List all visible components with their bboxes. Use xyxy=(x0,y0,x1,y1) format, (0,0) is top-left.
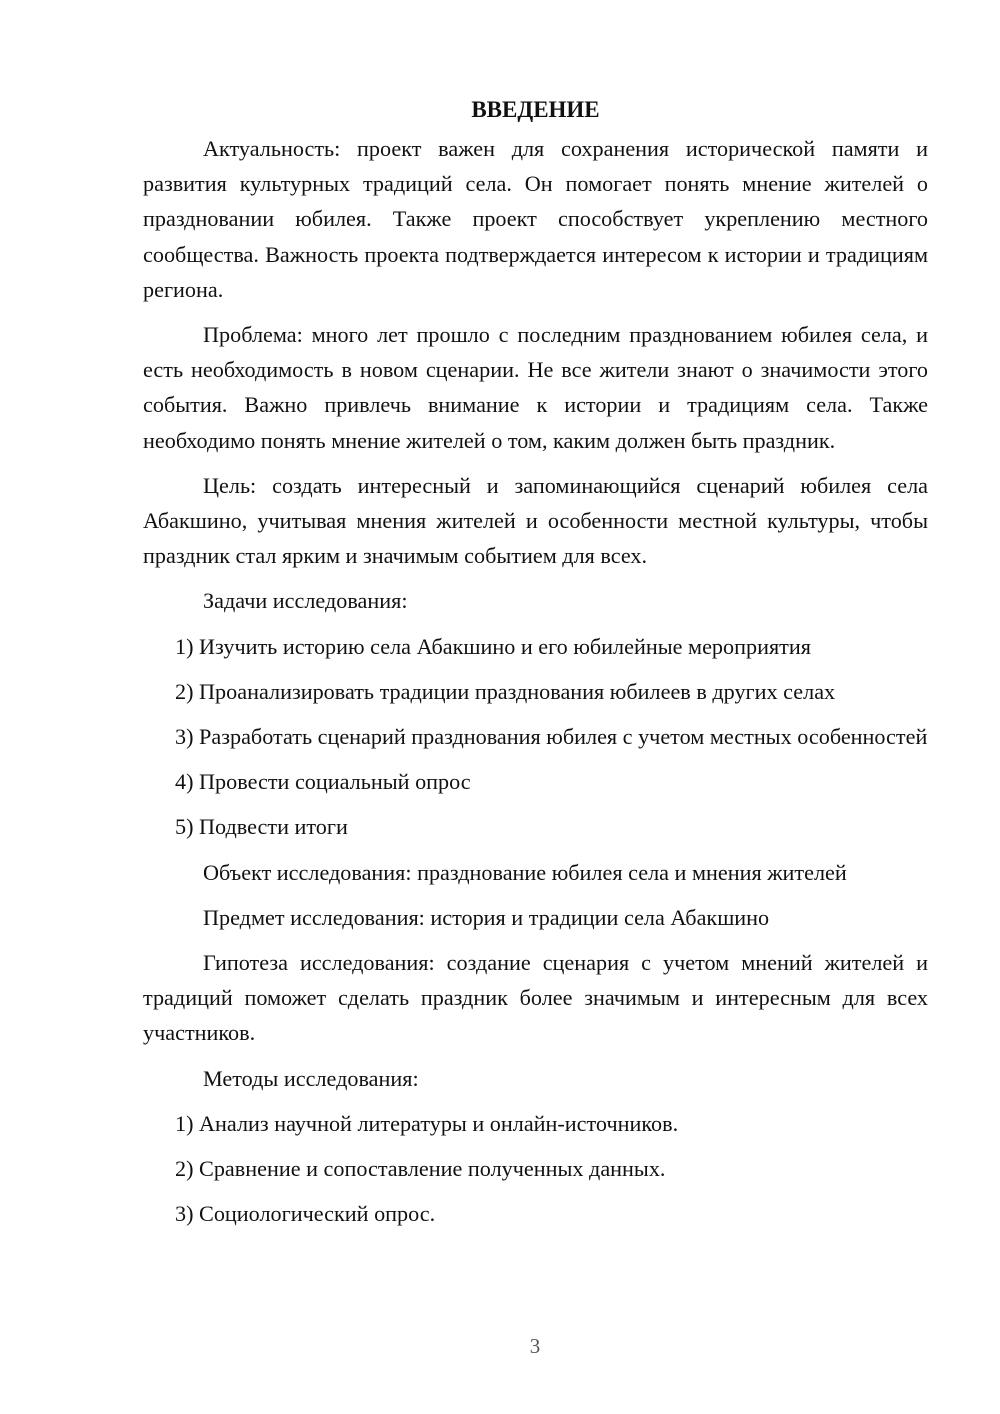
section-title: ВВЕДЕНИЕ xyxy=(471,97,600,122)
subject-paragraph: Предмет исследования: история и традиции села Абакшино xyxy=(203,904,770,930)
goal-paragraph: Цель: создать интересный и запоминающийся сценарий юбилея села Абакшино, учитывая мнения жителей и особенности местной культуры, чтобы праздник стал ярким и значимым событием для всех. xyxy=(143,472,928,569)
task-item: 5) Подвести итоги xyxy=(175,814,348,840)
problem-paragraph: Проблема: много лет прошло с последним празднованием юбилея села, и есть необходимость в новом сценарии. Не все жители знают о значимости этого события. Важно привлечь внимание к истории и традициям села. Также необходимо понять мнение жителей о том, каким должен быть праздник. xyxy=(143,322,928,453)
object-paragraph: Объект исследования: празднование юбилея села и мнения жителей xyxy=(203,859,847,885)
relevance-paragraph: Актуальность: проект важен для сохранения исторической памяти и развития культурных традиций села. Он помогает понять мнение жителей о праздновании юбилея. Также проект способствует укреплению местного сообщества. Важность проекта подтверждается интересом к истории и традициям региона. xyxy=(143,136,928,302)
tasks-heading: Задачи исследования: xyxy=(203,588,408,614)
method-item: 2) Сравнение и сопоставление полученных данных. xyxy=(175,1156,666,1182)
method-item: 1) Анализ научной литературы и онлайн-источников. xyxy=(175,1110,679,1136)
method-item: 3) Социологический опрос. xyxy=(175,1201,436,1227)
task-item: 1) Изучить историю села Абакшино и его юбилейные мероприятия xyxy=(175,633,811,659)
task-item: 3) Разработать сценарий празднования юбилея с учетом местных особенностей xyxy=(175,724,928,750)
methods-heading: Методы исследования: xyxy=(203,1065,419,1091)
hypothesis-paragraph: Гипотеза исследования: создание сценария с учетом мнений жителей и традиций поможет сделать праздник более значимым и интересным для всех участников. xyxy=(143,950,928,1046)
page-number: 3 xyxy=(529,1334,541,1358)
document-page xyxy=(143,92,928,1241)
task-item: 4) Провести социальный опрос xyxy=(175,769,471,795)
task-item: 2) Проанализировать традиции празднования юбилеев в других селах xyxy=(175,678,836,704)
